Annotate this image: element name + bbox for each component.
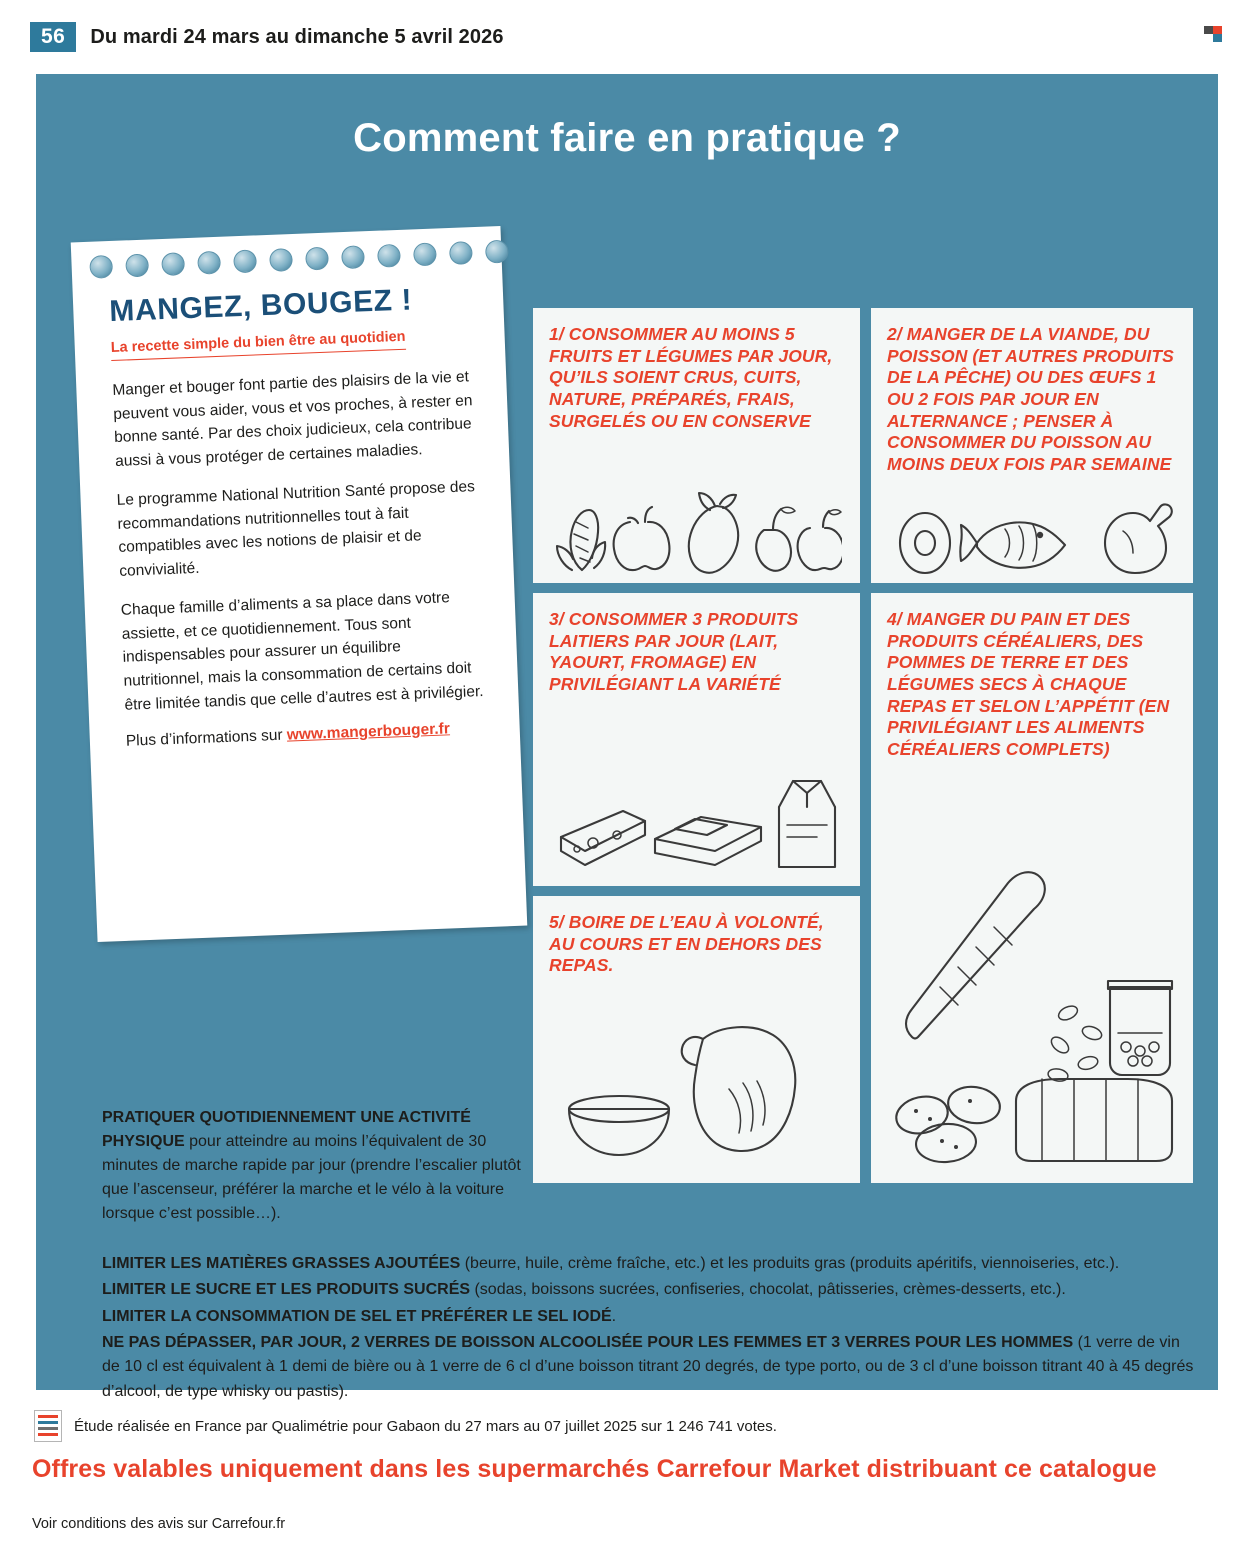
limit-bold: LIMITER LE SUCRE ET LES PRODUITS SUCRÉS xyxy=(102,1281,471,1299)
advice-card-4 xyxy=(871,593,1193,1183)
notepad-paragraph: Chaque famille d’aliments a sa place dans votre assiette, et ce quotidiennement. Tous sont indispensables pour assurer un équilibre nutritionnel, mais la consommation de certains doit être limitée tandis que celle d’autres est à privilégier. xyxy=(120,589,484,714)
validity-dates: Du mardi 24 mars au dimanche 5 avril 2026 xyxy=(90,25,504,48)
limit-item xyxy=(102,1305,1202,1329)
advice-card-1 xyxy=(533,308,860,583)
nutrition-panel xyxy=(36,74,1218,1400)
limit-item xyxy=(102,1278,1202,1302)
advice-card-4-text: 4/ MANGER DU PAIN ET DES PRODUITS CÉRÉALIERS, DES POMMES DE TERRE ET DES LÉGUMES SECS À CHAQUE REPAS ET SELON L’APPÉTIT (EN PRIVILÉGIANT LES ALIMENTS CÉRÉALIERS COMPLETS) xyxy=(887,609,1170,760)
notepad-card xyxy=(71,226,528,942)
limits-list xyxy=(102,1252,1202,1406)
limit-bold: LIMITER LES MATIÈRES GRASSES AJOUTÉES xyxy=(102,1255,461,1272)
limit-rest: . xyxy=(611,1307,617,1325)
water-pitcher-icon xyxy=(533,997,860,1177)
limit-rest: (beurre, huile, crème fraîche, etc.) et les produits gras (produits apéritifs, viennoiseries, etc.). xyxy=(460,1255,1120,1272)
offer-validity-text: Offres valables uniquement dans les supermarchés Carrefour Market distribuant ce catalogue xyxy=(32,1455,1157,1483)
limit-rest: (sodas, boissons sucrées, confiseries, chocolat, pâtisseries, crèmes-desserts, etc.). xyxy=(470,1281,1066,1299)
advice-card-1-text: 1/ CONSOMMER AU MOINS 5 FRUITS ET LÉGUMES PAR JOUR, QU’ILS SOIENT CRUS, CUITS, NATURE, PRÉPARÉS, FRAIS, SURGELÉS OU EN CONSERVE xyxy=(549,324,833,431)
advice-card-2 xyxy=(871,308,1193,583)
advice-card-5 xyxy=(533,896,860,1183)
bread-cereal-icon xyxy=(871,847,1193,1177)
physical-activity-rest: pour atteindre au moins l’équivalent de 30 minutes de marche rapide par jour (prendre l’escalier plutôt que l’ascenseur, préférer la marche et le vélo à la voiture lorsque c’est possible…). xyxy=(102,1133,521,1222)
conditions-text: Voir conditions des avis sur Carrefour.fr xyxy=(32,1516,286,1532)
limit-bold: NE PAS DÉPASSER, PAR JOUR, 2 VERRES DE BOISSON ALCOOLISÉE POUR LES FEMMES ET 3 VERRES POUR LES HOMMES xyxy=(102,1333,1074,1351)
meat-fish-egg-icon xyxy=(871,497,1193,577)
notepad-more-info xyxy=(126,719,486,751)
notepad-paragraph: Le programme National Nutrition Santé propose des recommandations nutritionnelles tout à fait compatibles avec les notions de plaisir et de convivialité. xyxy=(116,478,476,580)
qualimetrie-badge-icon xyxy=(34,1410,62,1442)
notepad-title: MANGEZ, BOUGEZ ! xyxy=(108,283,413,329)
physical-activity-text xyxy=(102,1106,532,1226)
fruits-vegetables-icon xyxy=(533,482,860,577)
study-note-text: Étude réalisée en France par Qualimétrie pour Gabaon du 27 mars au 07 juillet 2025 sur 1 246 741 votes. xyxy=(74,1417,777,1435)
limit-item xyxy=(102,1331,1202,1404)
limit-rest: (1 verre de vin de 10 cl est équivalent à 1 demi de bière ou à 1 verre de 6 cl d’une boisson titrant 20 degrés, de type porto, ou de 3 cl d’une boisson titrant 40 à 45 degrés d’alcool, de type whisky ou pastis). xyxy=(102,1333,1194,1400)
page-header xyxy=(30,22,504,52)
more-info-label: Plus d’informations sur xyxy=(125,726,288,750)
advice-card-3-text: 3/ CONSOMMER 3 PRODUITS LAITIERS PAR JOUR (LAIT, YAOURT, FROMAGE) EN PRIVILÉGIANT LA VARIÉTÉ xyxy=(549,609,799,695)
mangerbouger-link[interactable]: www.mangerbouger.fr xyxy=(286,720,451,744)
page-number: 56 xyxy=(30,22,76,52)
dairy-icon xyxy=(533,765,860,880)
study-note-row xyxy=(34,1410,1194,1442)
notepad-subtitle: La recette simple du bien être au quotidien xyxy=(110,329,405,361)
advice-card-3 xyxy=(533,593,860,886)
panel-title: Comment faire en pratique ? xyxy=(353,116,901,160)
limit-bold: LIMITER LA CONSOMMATION DE SEL ET PRÉFÉRER LE SEL IODÉ xyxy=(102,1307,612,1325)
advice-card-5-text: 5/ BOIRE DE L’EAU À VOLONTÉ, AU COURS ET EN DEHORS DES REPAS. xyxy=(549,912,824,976)
advice-card-2-text: 2/ MANGER DE LA VIANDE, DU POISSON (ET AUTRES PRODUITS DE LA PÊCHE) OU DES ŒUFS 1 OU 2 FOIS PAR JOUR EN ALTERNANCE ; PENSER À CONSOMMER DU POISSON AU MOINS DEUX FOIS PAR SEMAINE xyxy=(887,324,1174,475)
registration-mark-icon xyxy=(1204,26,1222,42)
limit-item xyxy=(102,1252,1202,1276)
notepad-paragraph: Manger et bouger font partie des plaisirs de la vie et peuvent vous aider, vous et vos proches, à rester en bonne santé. Par des choix judicieux, cela contribue aussi à vous protéger de certaines maladies. xyxy=(112,368,473,470)
physical-activity-bold: PRATIQUER QUOTIDIENNEMENT UNE ACTIVITÉ PHYSIQUE xyxy=(102,1109,471,1150)
